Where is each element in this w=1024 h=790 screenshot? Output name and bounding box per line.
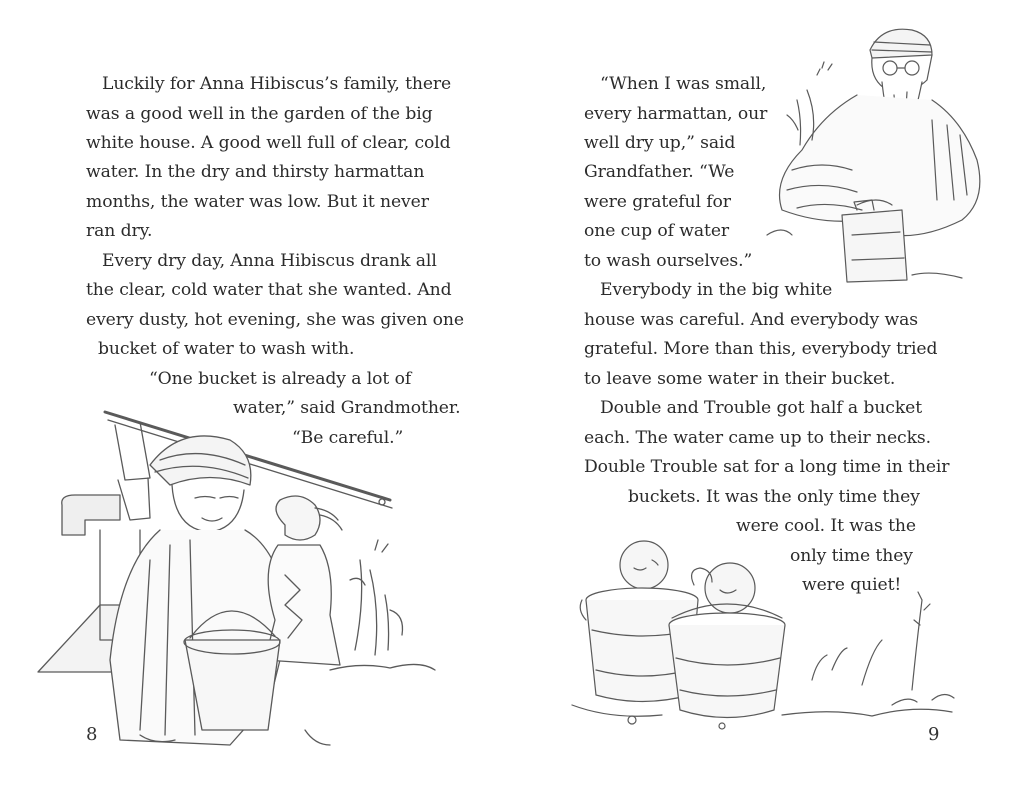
- text-line: months, the water was low. But it never: [86, 192, 429, 212]
- text-line: to wash ourselves.”: [584, 251, 753, 271]
- text-line: to leave some water in their bucket.: [584, 369, 896, 389]
- text-line: one cup of water: [584, 221, 730, 241]
- text-line: water. In the dry and thirsty harmattan: [86, 162, 425, 182]
- text-line: Luckily for Anna Hibiscus’s family, there: [102, 74, 452, 94]
- text-line: grateful. More than this, everybody tried: [584, 339, 938, 359]
- text-line: well dry up,” said: [584, 133, 736, 153]
- text-line: “Be careful.”: [292, 428, 404, 448]
- text-line: every dusty, hot evening, she was given one: [86, 310, 464, 330]
- text-line: white house. A good well full of clear, cold: [86, 133, 451, 153]
- twins-buckets-illustration: [572, 530, 962, 730]
- text-line: every harmattan, our: [584, 104, 768, 124]
- page-number: 8: [86, 724, 98, 745]
- text-line: only time they: [790, 546, 913, 566]
- text-line: Grandfather. “We: [584, 162, 735, 182]
- text-line: “One bucket is already a lot of: [149, 369, 412, 389]
- page-number: 9: [928, 724, 940, 745]
- text-line: Double Trouble sat for a long time in their: [584, 457, 950, 477]
- text-line: Everybody in the big white: [600, 280, 833, 300]
- text-line: ran dry.: [86, 221, 153, 241]
- text-line: were quiet!: [802, 575, 902, 595]
- text-line: buckets. It was the only time they: [628, 487, 920, 507]
- grandmother-well-illustration: [30, 400, 450, 770]
- text-line: Every dry day, Anna Hibiscus drank all: [102, 251, 437, 271]
- text-line: “When I was small,: [600, 74, 767, 94]
- text-line: water,” said Grandmother.: [233, 398, 461, 418]
- text-line: were cool. It was the: [736, 516, 916, 536]
- text-line: were grateful for: [584, 192, 731, 212]
- text-line: the clear, cold water that she wanted. And: [86, 280, 452, 300]
- text-line: bucket of water to wash with.: [98, 339, 355, 359]
- text-line: Double and Trouble got half a bucket: [600, 398, 923, 418]
- right-page: [512, 0, 1024, 790]
- text-line: house was careful. And everybody was: [584, 310, 918, 330]
- text-line: each. The water came up to their necks.: [584, 428, 931, 448]
- text-line: was a good well in the garden of the big: [86, 104, 433, 124]
- grandfather-illustration: [762, 20, 992, 290]
